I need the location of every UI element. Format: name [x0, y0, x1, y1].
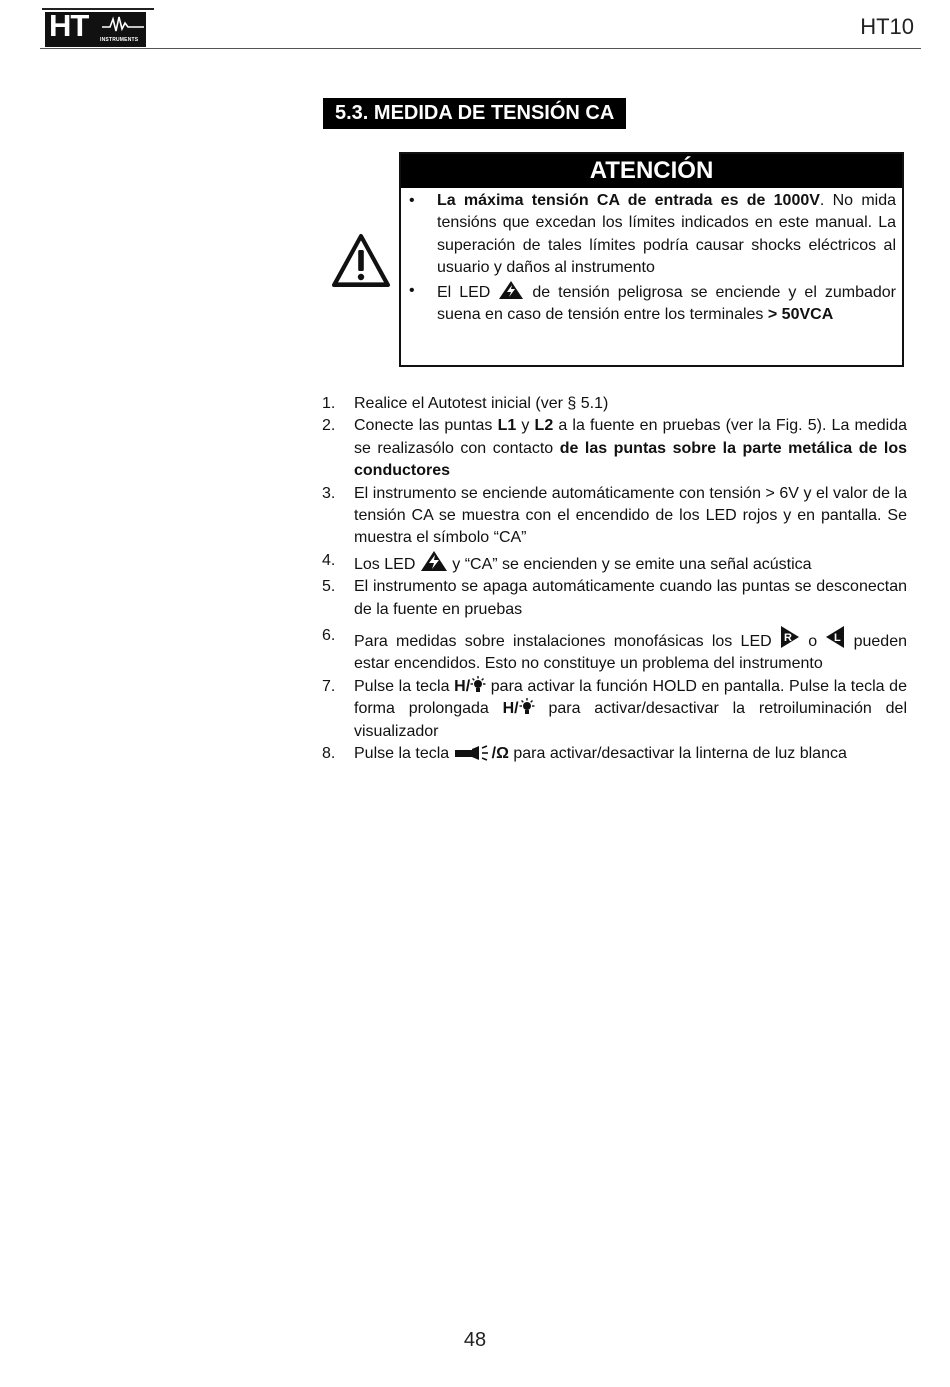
brand-logo-subtext: INSTRUMENTS [100, 37, 139, 43]
step-1-text: Realice el Autotest inicial (ver § 5.1) [354, 395, 609, 412]
step-2-text-c: y [521, 417, 530, 435]
bullet: • [409, 192, 415, 209]
warning-heading: ATENCIÓN [401, 154, 902, 188]
warning-box [399, 152, 904, 367]
step-number: 2. [322, 417, 336, 435]
flashlight-key-label: /Ω [491, 745, 509, 763]
flashlight-icon [454, 745, 492, 761]
phase-l-led-icon [825, 625, 845, 649]
step-7-text-c: para activar/desactivar la retroiluminación del visualizador [354, 700, 907, 740]
step-2-text-d: a la fuente en pruebas (ver la Fig. 5). La medida se realizasólo con contacto [354, 417, 907, 457]
phase-r-led-icon [780, 625, 800, 649]
page-number: 48 [463, 1329, 487, 1351]
section-title: 5.3. MEDIDA DE TENSIÓN CA [323, 98, 626, 129]
step-number: 3. [322, 484, 336, 502]
warning-item1-text: . No mida tensións que excedan los límites indicados en este manual. La superación de tales límites podría causar shocks eléctricos al usuario y daños al instrumento [437, 192, 897, 277]
step-7-text-b: para activar la función HOLD en pantalla. Pulse la tecla de forma prolongada [354, 677, 907, 718]
step-2-l2: L2 [534, 417, 554, 435]
step-number: 5. [322, 578, 336, 596]
step-number: 4. [322, 551, 336, 569]
warning-item-max-voltage [407, 190, 896, 280]
warning-item2-pre: El LED [437, 283, 491, 301]
step-3-text: El instrumento se enciende automáticamente con tensión > 6V y el valor de la tensión CA se muestra con el encendido de los LED rojos y en pantalla. Se muestra el símbolo “CA” [354, 484, 907, 547]
warning-list [401, 188, 902, 326]
hazard-voltage-led-icon [420, 550, 448, 572]
bullet: • [409, 281, 415, 299]
step-number: 7. [322, 677, 336, 695]
svg-text:R: R [783, 632, 792, 645]
step-2-text-a: Conecte las puntas [354, 417, 493, 435]
step-4 [320, 550, 907, 576]
step-6 [320, 625, 907, 676]
warning-triangle-icon [331, 233, 391, 289]
step-7-text-a: Pulse la tecla [354, 677, 450, 695]
step-8-text-a: Pulse la tecla [354, 745, 450, 763]
backlight-bulb-icon [470, 676, 486, 694]
hold-key-label-2: H/ [502, 700, 519, 718]
warning-item1-bold: La máxima tensión CA de entrada es de 1000V [437, 192, 820, 209]
backlight-bulb-icon [519, 698, 535, 716]
step-8-text-b: para activar/desactivar la linterna de luz blanca [513, 745, 847, 763]
step-1 [320, 393, 907, 415]
document-code: HT10 [860, 14, 914, 39]
step-7 [320, 676, 907, 743]
step-6-text-b: o [808, 633, 818, 651]
step-8 [320, 743, 907, 765]
warning-item2-mid: de tensión peligrosa se enciende y el zumbador suena en caso de tensión entre los terminales [437, 283, 897, 324]
step-6-text-c: pueden estar encendidos. Esto no constituye un problema del instrumento [354, 633, 907, 673]
warning-item-led [407, 280, 896, 327]
svg-text:L: L [834, 632, 842, 645]
brand-logo-text: HT [49, 8, 89, 43]
steps-list [320, 393, 907, 766]
hazard-voltage-led-icon [498, 280, 524, 300]
step-number: 6. [322, 627, 336, 645]
step-5-text: El instrumento se apaga automáticamente cuando las puntas se desconectan de la fuente en pruebas [354, 578, 907, 618]
step-number: 1. [322, 395, 336, 412]
step-2-bold-end: de las puntas sobre la parte metálica de los conductores [354, 439, 907, 480]
hold-key-label: H/ [454, 677, 471, 695]
step-5 [320, 576, 907, 621]
step-4-text-b: y “CA” se encienden y se emite una señal acústica [452, 555, 812, 573]
waveform-icon [102, 15, 144, 33]
step-number: 8. [322, 745, 336, 763]
header-divider [40, 48, 921, 49]
step-3 [320, 483, 907, 550]
step-2 [320, 415, 907, 482]
warning-item2-bold: > 50VCA [767, 306, 834, 324]
step-6-text-a: Para medidas sobre instalaciones monofásicas los LED [354, 633, 772, 651]
step-2-l1: L1 [497, 417, 517, 435]
step-4-text-a: Los LED [354, 555, 416, 573]
